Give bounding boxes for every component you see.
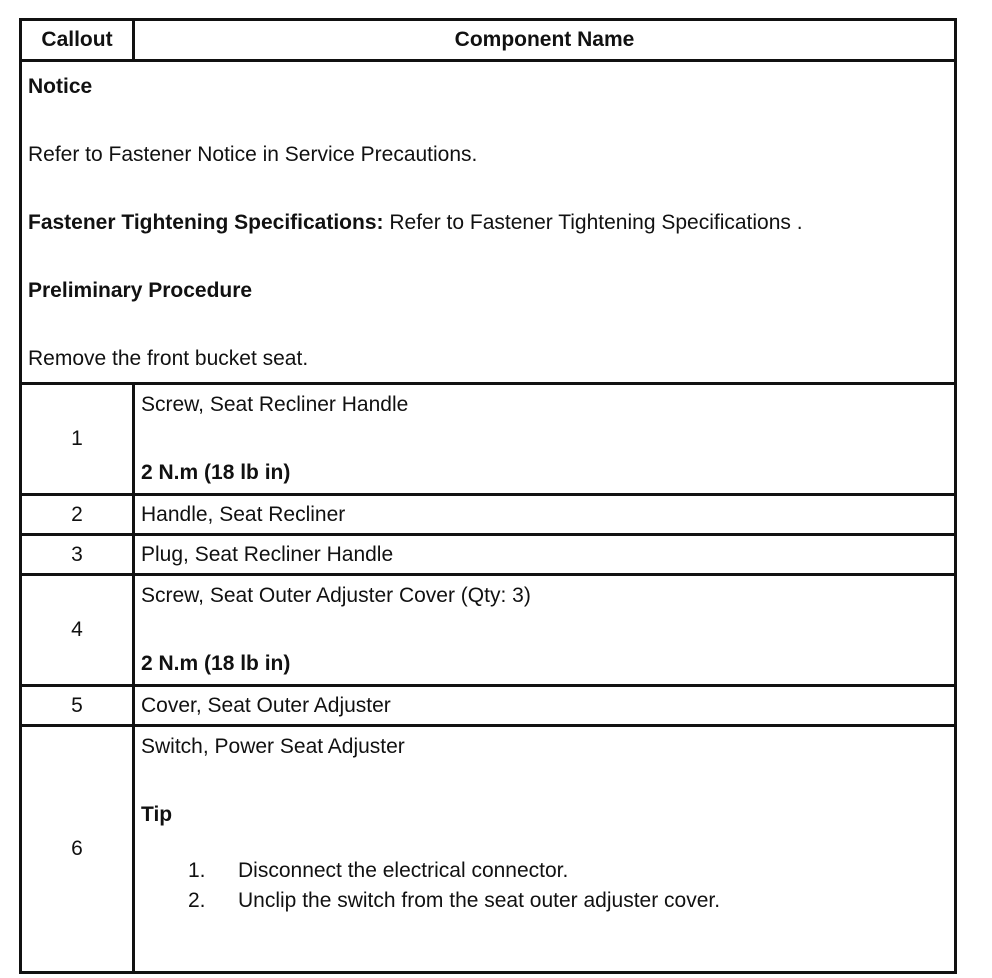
spec-label: Fastener Tightening Specifications: xyxy=(28,211,384,234)
preliminary-text: Remove the front bucket seat. xyxy=(28,347,309,370)
notice-title: Notice xyxy=(28,75,93,98)
spec-text: Refer to Fastener Tightening Specifications . xyxy=(383,211,803,234)
list-item: 2. Unclip the switch from the seat outer adjuster cover. xyxy=(188,889,721,912)
callout-cell: 4 xyxy=(22,576,135,684)
table-row xyxy=(22,687,954,727)
table-row xyxy=(22,536,954,576)
table-row xyxy=(22,576,954,687)
component-name: Cover, Seat Outer Adjuster xyxy=(141,693,391,717)
callout-cell: 2 xyxy=(22,496,135,533)
header-component-name: Component Name xyxy=(454,28,635,51)
component-name: Switch, Power Seat Adjuster xyxy=(141,735,405,758)
component-name: Plug, Seat Recliner Handle xyxy=(141,542,394,566)
notice-line: Refer to Fastener Notice in Service Precautions. xyxy=(28,143,478,166)
callout-cell: 1 xyxy=(22,385,135,493)
component-cell xyxy=(135,727,954,971)
notice-row xyxy=(22,62,954,385)
component-name: Handle, Seat Recliner xyxy=(141,502,346,526)
torque-spec: 2 N.m (18 lb in) xyxy=(141,461,291,484)
component-cell xyxy=(135,576,954,684)
component-cell xyxy=(135,385,954,493)
table-row xyxy=(22,496,954,536)
callout-cell: 6 xyxy=(22,727,135,971)
torque-spec: 2 N.m (18 lb in) xyxy=(141,652,291,675)
table-row xyxy=(22,727,954,971)
list-item: 1. Disconnect the electrical connector. xyxy=(188,859,569,882)
table-header-row xyxy=(22,21,954,62)
callout-cell: 5 xyxy=(22,687,135,724)
callout-cell: 3 xyxy=(22,536,135,573)
spec-line xyxy=(28,206,948,240)
tip-title: Tip xyxy=(141,803,173,826)
component-name: Screw, Seat Outer Adjuster Cover (Qty: 3) xyxy=(141,584,531,607)
header-callout: Callout xyxy=(22,21,135,59)
notice-block xyxy=(22,62,954,382)
table-row xyxy=(22,385,954,496)
preliminary-title: Preliminary Procedure xyxy=(28,279,253,302)
tip-steps-list xyxy=(141,856,948,916)
component-table xyxy=(19,18,957,974)
component-name: Screw, Seat Recliner Handle xyxy=(141,393,409,416)
